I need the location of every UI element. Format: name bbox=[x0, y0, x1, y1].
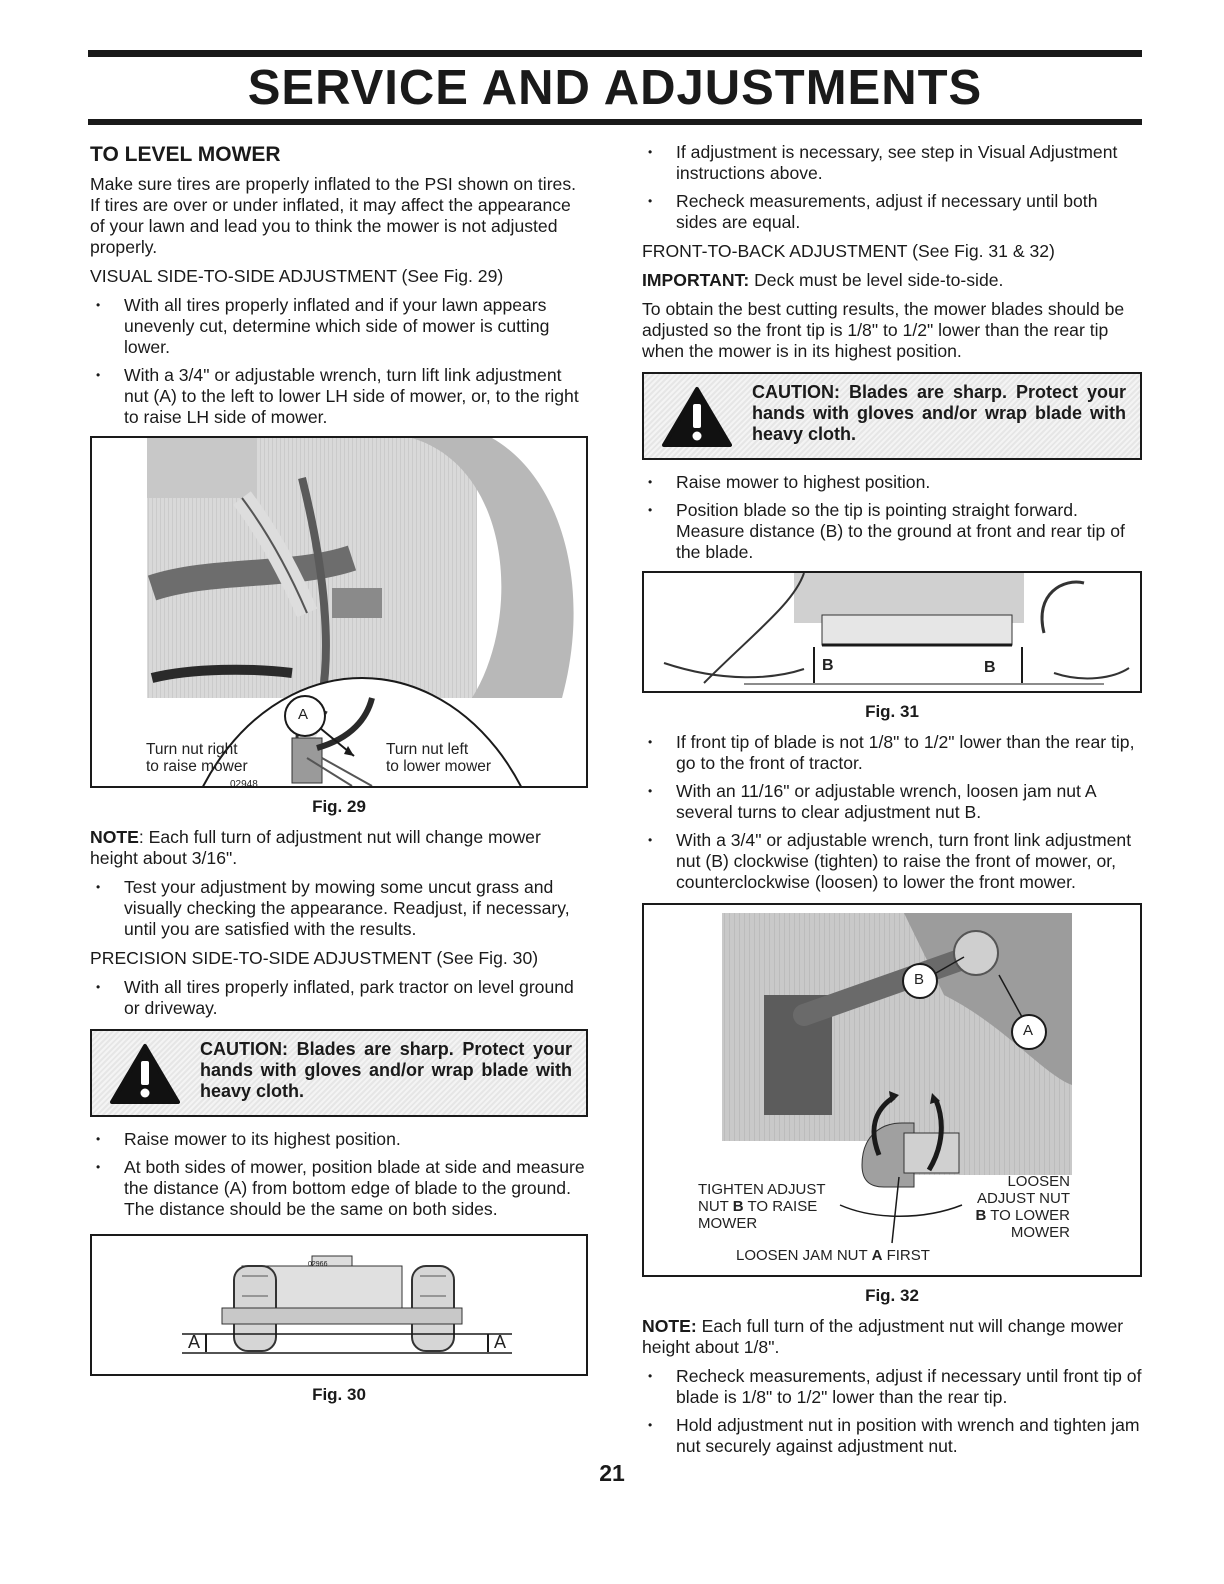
fig31-label-b2: B bbox=[984, 659, 996, 676]
fig30-illustration bbox=[92, 1236, 588, 1374]
note-label: NOTE: bbox=[642, 1316, 697, 1336]
caution-box-left bbox=[90, 1029, 588, 1117]
fig30-label-right: A bbox=[494, 1332, 507, 1352]
list-item: • Raise mower to highest position. bbox=[642, 472, 1142, 493]
list-item: • With a 3/4" or adjustable wrench, turn lift link adjustment nut (A) to the left to lower LH side of mower, or, to the right to raise LH side of mower. bbox=[90, 365, 588, 428]
low-bullets bbox=[642, 732, 1142, 893]
list-item: • Test your adjustment by mowing some uncut grass and visually checking the appearance. Readjust, if necessary, until you are satisfied with the results. bbox=[90, 877, 588, 940]
list-item: • Raise mower to its highest position. bbox=[90, 1129, 588, 1150]
fig32-label-a: A bbox=[1023, 1022, 1034, 1039]
fig32-loosen-3a: B bbox=[975, 1207, 987, 1224]
right-column bbox=[642, 142, 1142, 1465]
fig31-illustration bbox=[644, 573, 1142, 691]
list-item: • With all tires properly inflated, park tractor on level ground or driveway. bbox=[90, 977, 588, 1019]
figure-30 bbox=[90, 1234, 588, 1376]
note-paragraph bbox=[90, 827, 588, 869]
list-item: • With a 3/4" or adjustable wrench, turn front link adjustment nut (B) clockwise (tighten) to raise the front of mower, or, counterclockwise (loosen) to lower the front mower. bbox=[642, 830, 1142, 893]
list-item: • If front tip of blade is not 1/8" to 1/2" lower than the rear tip, go to the front of tractor. bbox=[642, 732, 1142, 774]
important-paragraph bbox=[642, 270, 1142, 291]
end-bullets bbox=[642, 1366, 1142, 1457]
fig32-tighten-line-3: MOWER bbox=[698, 1215, 758, 1232]
warning-icon bbox=[110, 1043, 180, 1105]
fig29-right-label-2: to raise mower bbox=[146, 758, 248, 775]
fig31-caption: Fig. 31 bbox=[865, 702, 919, 721]
fig32-loosen-3b: TO LOWER bbox=[986, 1207, 1070, 1224]
fig32-tighten-line-1: TIGHTEN ADJUST bbox=[698, 1181, 826, 1198]
section-heading: TO LEVEL MOWER bbox=[90, 143, 281, 166]
list-item: • At both sides of mower, position blade at side and measure the distance (A) from bottom edge of blade to the ground. The distance should be the same on both sides. bbox=[90, 1157, 588, 1220]
fig32-loosen-line-3 bbox=[976, 1207, 1070, 1224]
list-item: • If adjustment is necessary, see step in Visual Adjustment instructions above. bbox=[642, 142, 1142, 184]
fig32-jam-c: FIRST bbox=[882, 1247, 930, 1264]
fig32-tighten-2c: TO RAISE bbox=[743, 1198, 818, 1215]
fig32-tighten-line-2 bbox=[698, 1198, 826, 1215]
figure-32 bbox=[642, 903, 1142, 1277]
important-label: IMPORTANT: bbox=[642, 270, 750, 290]
fig30-label-left: A bbox=[188, 1332, 201, 1352]
fig29-part-number: 02948 bbox=[230, 779, 258, 788]
fig32-loosen-line-1: LOOSEN bbox=[1007, 1173, 1070, 1190]
warning-icon bbox=[662, 386, 732, 448]
note-paragraph-right bbox=[642, 1316, 1142, 1358]
fig32-loosen-line-2: ADJUST NUT bbox=[976, 1190, 1070, 1207]
note-text: : Each full turn of adjustment nut will change mower height about 3/16". bbox=[90, 827, 541, 868]
visual-bullets bbox=[90, 295, 588, 428]
fig32-loosen-line-4: MOWER bbox=[1010, 1224, 1070, 1241]
figure-29 bbox=[90, 436, 588, 788]
figure-31 bbox=[642, 571, 1142, 693]
fig29-caption: Fig. 29 bbox=[312, 797, 366, 816]
header-rule-top bbox=[88, 50, 1142, 57]
test-bullets bbox=[90, 877, 588, 940]
list-item: • Hold adjustment nut in position with wrench and tighten jam nut securely against adjustment nut. bbox=[642, 1415, 1142, 1457]
fig32-tighten-label bbox=[698, 1181, 826, 1232]
fig32-jam-b: A bbox=[871, 1247, 883, 1264]
top-bullets bbox=[642, 142, 1142, 233]
caution-text: CAUTION: Blades are sharp. Protect your hands with gloves and/or wrap blade with heavy cloth. bbox=[752, 382, 1126, 444]
fig32-jam-a: LOOSEN JAM NUT bbox=[736, 1247, 872, 1264]
list-item: • Recheck measurements, adjust if necessary until both sides are equal. bbox=[642, 191, 1142, 233]
visual-adjustment-heading: VISUAL SIDE-TO-SIDE ADJUSTMENT (See Fig. 29) bbox=[90, 266, 504, 286]
obtain-paragraph: To obtain the best cutting results, the mower blades should be adjusted so the front tip is 1/8" to 1/2" lower than the rear tip when the mower is in its highest position. bbox=[642, 299, 1125, 361]
note-label: NOTE bbox=[90, 827, 139, 847]
precision-bullets bbox=[90, 977, 588, 1019]
note-text: Each full turn of the adjustment nut will change mower height about 1/8". bbox=[642, 1316, 1124, 1357]
important-text: Deck must be level side-to-side. bbox=[749, 270, 1004, 290]
fig29-label-a: A bbox=[298, 706, 309, 723]
list-item: • Position blade so the tip is pointing straight forward. Measure distance (B) to the ground at front and rear tip of the blade. bbox=[642, 500, 1142, 563]
fig30-part-number: 02966 bbox=[308, 1261, 328, 1268]
intro-paragraph: Make sure tires are properly inflated to the PSI shown on tires. If tires are over or under inflated, it may affect the appearance of your lawn and lead you to think the mower is not adjusted properly. bbox=[90, 174, 577, 257]
fig32-loosen-label bbox=[976, 1173, 1070, 1241]
fig32-jam-label bbox=[736, 1247, 930, 1264]
fig32-tighten-2b: B bbox=[732, 1198, 744, 1215]
fig32-tighten-2a: NUT bbox=[698, 1198, 733, 1215]
header-rule-bottom bbox=[88, 119, 1142, 125]
fig31-label-b1: B bbox=[822, 657, 834, 674]
fig32-caption: Fig. 32 bbox=[865, 1286, 919, 1305]
fig30-caption: Fig. 30 bbox=[312, 1385, 366, 1404]
fig29-right-label-1: Turn nut right bbox=[146, 741, 238, 758]
list-item: • With an 11/16" or adjustable wrench, loosen jam nut A several turns to clear adjustment nut B. bbox=[642, 781, 1142, 823]
page-title: SERVICE AND ADJUSTMENTS bbox=[247, 61, 983, 115]
caution-text: CAUTION: Blades are sharp. Protect your hands with gloves and/or wrap blade with heavy cloth. bbox=[200, 1039, 572, 1101]
left-column bbox=[90, 142, 588, 1415]
mid-bullets bbox=[642, 472, 1142, 563]
list-item: • With all tires properly inflated and if your lawn appears unevenly cut, determine which side of mower is cutting lower. bbox=[90, 295, 588, 358]
front-to-back-heading: FRONT-TO-BACK ADJUSTMENT (See Fig. 31 & 32) bbox=[642, 241, 1055, 261]
fig29-left-label-2: to lower mower bbox=[386, 758, 492, 775]
fig32-label-b: B bbox=[914, 971, 925, 988]
page-number: 21 bbox=[599, 1460, 625, 1486]
fig29-left-label-1: Turn nut left bbox=[386, 741, 469, 758]
list-item: • Recheck measurements, adjust if necessary until front tip of blade is 1/8" to 1/2" lower than the rear tip. bbox=[642, 1366, 1142, 1408]
caution-box-right bbox=[642, 372, 1142, 460]
after-bullets bbox=[90, 1129, 588, 1220]
fig29-illustration bbox=[92, 438, 588, 786]
precision-heading: PRECISION SIDE-TO-SIDE ADJUSTMENT (See Fig. 30) bbox=[90, 948, 539, 968]
